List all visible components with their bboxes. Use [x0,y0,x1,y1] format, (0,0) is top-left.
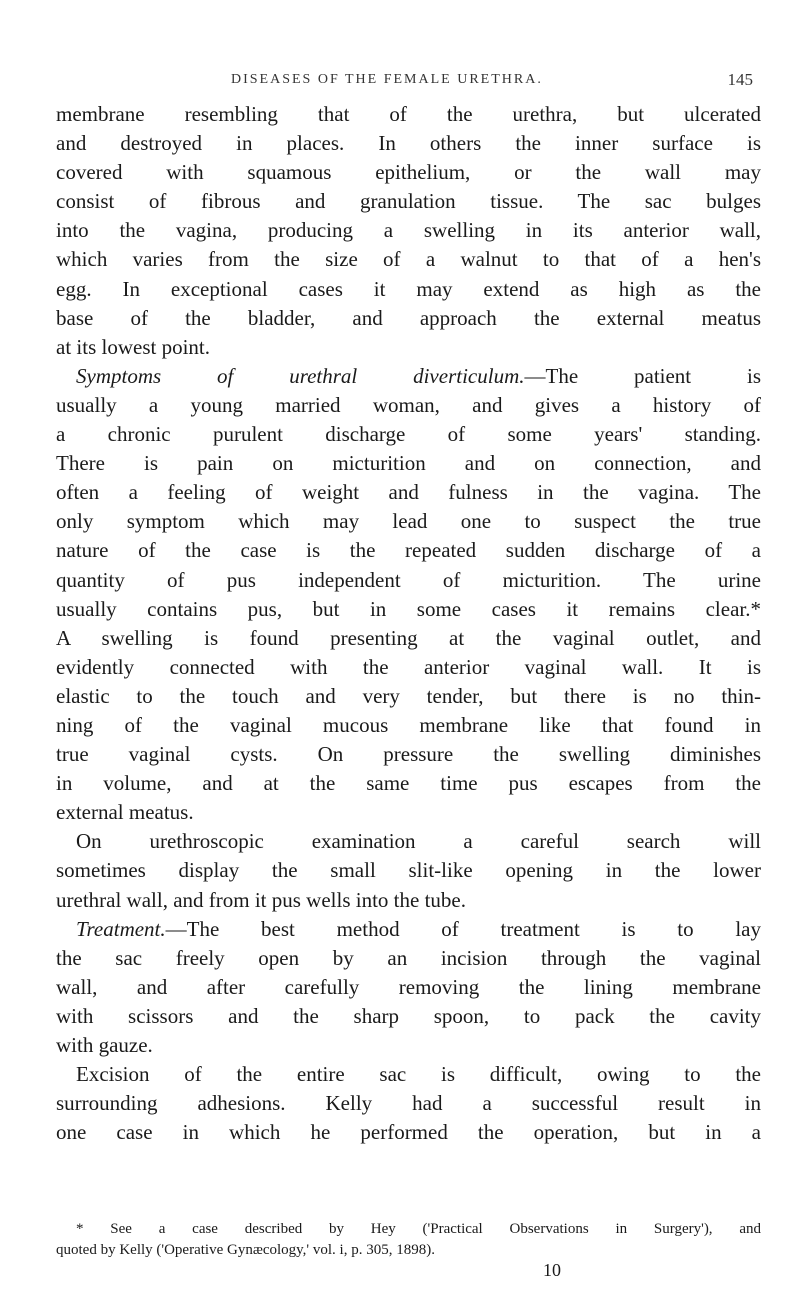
text-line: and destroyed in places. In others the inner surface is [56,131,761,156]
symptoms-heading: Symptoms of urethral diverticulum. [76,363,525,388]
text-line: elastic to the touch and very tender, but there is no thin- [56,683,761,708]
text-line: the sac freely open by an incision through the vaginal [56,945,761,970]
text-line: base of the bladder, and approach the external meatus [56,305,761,330]
text-line: membrane resembling that of the urethra, but ulcerated [56,102,761,126]
text-line: wall, and after carefully removing the lining membrane [56,974,761,999]
text-line: which varies from the size of a walnut to that of a hen's [56,247,761,272]
text-line: with gauze. [56,1033,153,1057]
symptoms-heading-line [56,362,761,391]
running-title: DISEASES OF THE FEMALE URETHRA. [231,72,543,87]
text-line: only symptom which may lead one to suspect the true [56,509,761,534]
text-line: often a feeling of weight and fulness in the vagina. The [56,480,761,505]
text-line: A swelling is found presenting at the vaginal outlet, and [56,625,761,650]
footnote-line: quoted by Kelly ('Operative Gynæcology,' vol. i, p. 305, 1898). [56,1242,435,1258]
text-line: ning of the vaginal mucous membrane like that found in [56,712,761,737]
footnote [56,1219,761,1261]
text-line: On urethroscopic examination a careful search will [76,829,761,854]
body-text [56,100,761,1147]
text-line: nature of the case is the repeated sudden discharge of a [56,538,761,563]
text-line: into the vagina, producing a swelling in its anterior wall, [56,218,761,243]
text-line: quantity of pus independent of micturition. The urine [56,567,761,592]
treatment-heading-line [56,915,761,944]
text-line: at its lowest point. [56,334,210,359]
text-line: usually a young married woman, and gives a history of [56,392,761,417]
text-line: a chronic purulent discharge of some years' standing. [56,422,761,447]
text-line: in volume, and at the same time pus escapes from the [56,771,761,796]
text-line: one case in which he performed the operation, but in a [56,1120,761,1145]
text-line: with scissors and the sharp spoon, to pack the cavity [56,1003,761,1028]
text-run: —The best method of treatment is to lay [165,916,761,941]
footnote-line: * See a case described by Hey ('Practical Observations in Surgery'), and [76,1221,761,1237]
text-line: Excision of the entire sac is difficult, owing to the [76,1062,761,1087]
text-line: usually contains pus, but in some cases it remains clear.* [56,596,761,621]
page-number: 145 [727,70,753,89]
treatment-heading: Treatment. [76,916,166,941]
text-line: true vaginal cysts. On pressure the swelling diminishes [56,742,761,767]
text-line: surrounding adhesions. Kelly had a successful result in [56,1091,761,1116]
text-line: external meatus. [56,800,194,825]
text-line: egg. In exceptional cases it may extend as high as the [56,276,761,301]
running-head [56,72,761,96]
text-line: There is pain on micturition and on connection, and [56,451,761,476]
text-run: —The patient is [524,363,761,388]
text-line: sometimes display the small slit-like opening in the lower [56,858,761,883]
signature-mark: 10 [543,1260,561,1280]
text-line: urethral wall, and from it pus wells into the tube. [56,887,466,912]
text-line: evidently connected with the anterior vaginal wall. It is [56,654,761,679]
text-line: covered with squamous epithelium, or the wall may [56,160,761,185]
text-line: consist of fibrous and granulation tissue. The sac bulges [56,189,761,214]
